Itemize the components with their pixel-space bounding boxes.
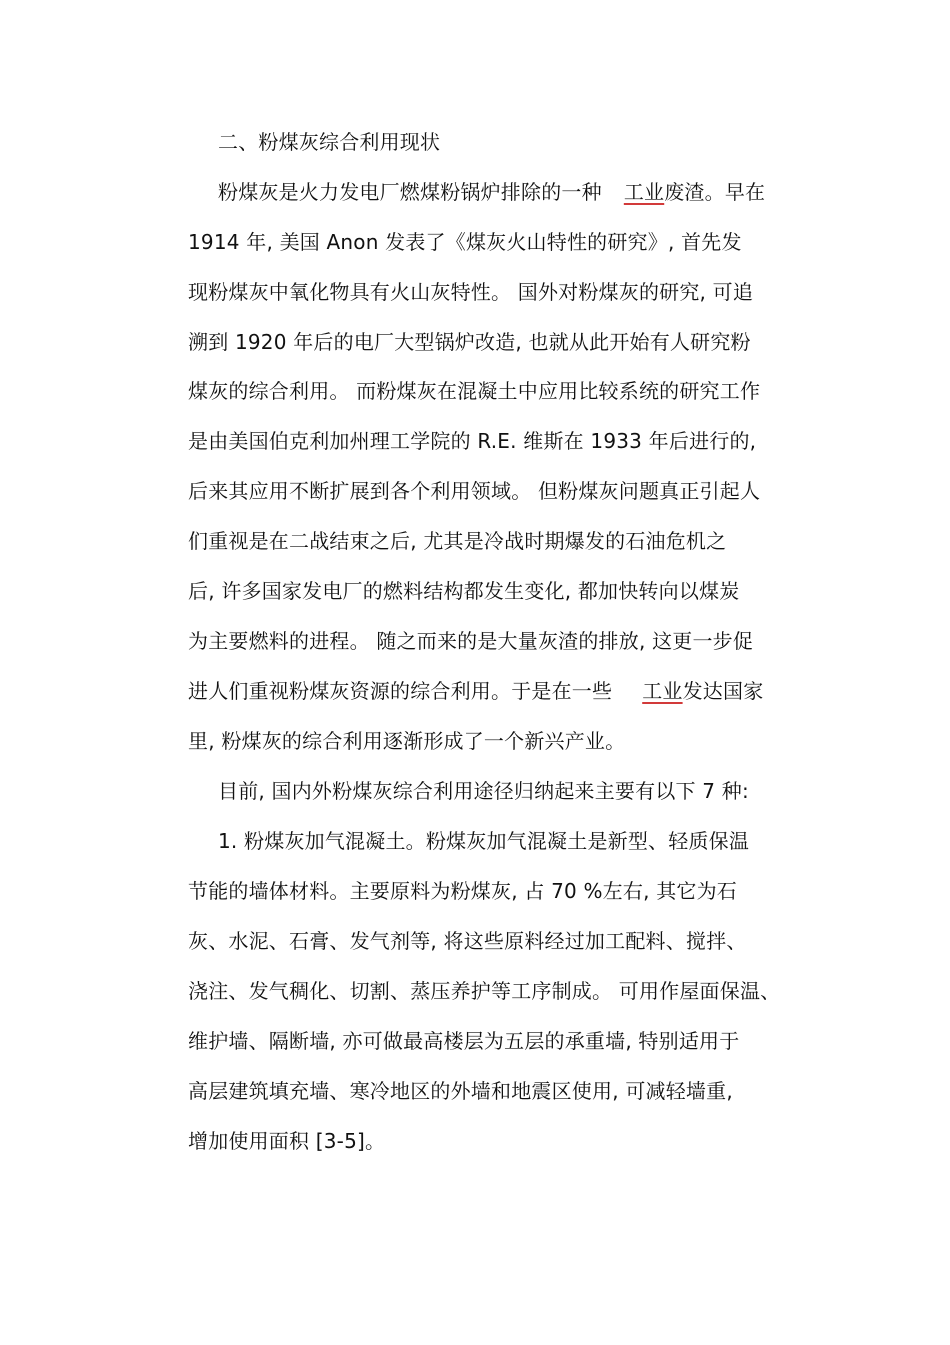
text-line: 高层建筑填充墙、寒冷地区的外墙和地震区使用, 可减轻墙重,	[188, 1079, 733, 1103]
text-line	[218, 178, 765, 206]
text-line: 现粉煤灰中氧化物具有火山灰特性。 国外对粉煤灰的研究, 可追	[188, 280, 754, 304]
text-line: 为主要燃料的进程。 随之而来的是大量灰渣的排放, 这更一步促	[188, 629, 754, 653]
section-heading: 二、粉煤灰综合利用现状	[218, 130, 441, 154]
text-segment: 废渣。早在	[664, 180, 766, 204]
text-line: 增加使用面积 [3-5]。	[188, 1129, 386, 1153]
text-line: 1914 年, 美国 Anon 发表了《煤灰火山特性的研究》, 首先发	[188, 230, 742, 254]
text-line: 浇注、发气稠化、切割、蒸压养护等工序制成。 可用作屋面保温、	[188, 979, 781, 1003]
text-line: 煤灰的综合利用。 而粉煤灰在混凝土中应用比较系统的研究工作	[188, 379, 761, 403]
text-segment: 进人们重视粉煤灰资源的综合利用。于是在一些	[188, 679, 613, 703]
text-line: 后来其应用不断扩展到各个利用领域。 但粉煤灰问题真正引起人	[188, 479, 761, 503]
text-line: 后, 许多国家发电厂的燃料结构都发生变化, 都加快转向以煤炭	[188, 579, 740, 603]
text-segment: 粉煤灰是火力发电厂燃煤粉锅炉排除的一种	[218, 180, 602, 204]
underlined-term: 工业	[642, 679, 683, 703]
text-line: 目前, 国内外粉煤灰综合利用途径归纳起来主要有以下 7 种:	[218, 779, 749, 803]
text-segment: 发达国家	[682, 679, 764, 703]
text-line: 维护墙、隔断墙, 亦可做最高楼层为五层的承重墙, 特别适用于	[188, 1029, 740, 1053]
text-line: 里, 粉煤灰的综合利用逐渐形成了一个新兴产业。	[188, 729, 626, 753]
text-line: 灰、水泥、石膏、发气剂等, 将这些原料经过加工配料、搅拌、	[188, 929, 747, 953]
text-line: 节能的墙体材料。主要原料为粉煤灰, 占 70 %左右, 其它为石	[188, 879, 737, 903]
text-line: 们重视是在二战结束之后, 尤其是冷战时期爆发的石油危机之	[188, 529, 727, 553]
text-line	[188, 677, 763, 705]
text-line: 溯到 1920 年后的电厂大型锅炉改造, 也就从此开始有人研究粉	[188, 330, 751, 354]
text-line: 是由美国伯克利加州理工学院的 R.E. 维斯在 1933 年后进行的,	[188, 429, 757, 453]
text-line: 1. 粉煤灰加气混凝土。粉煤灰加气混凝土是新型、轻质保温	[218, 829, 750, 853]
underlined-term: 工业	[623, 180, 665, 204]
